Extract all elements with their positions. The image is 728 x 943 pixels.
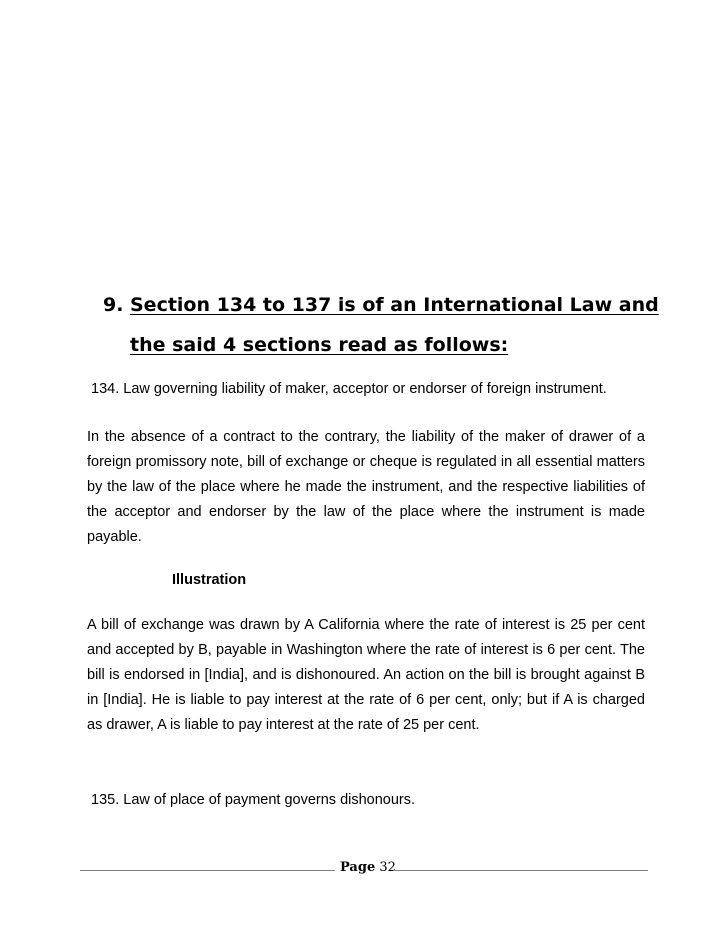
illustration-text: A bill of exchange was drawn by A California where the rate of interest is 25 per cent and accepted by B, payable in Washington where the rate of interest is 6 per cent. The bill is endorsed in [India], and is dishonoured. An action on the bill is brought against B in [India]. He is liable to pay interest at the rate of 6 per cent, only; but if A is charged as drawer, A is liable to pay interest at the rate of 25 per cent.: [87, 617, 645, 733]
heading-line-2: the said 4 sections read as follows:: [130, 334, 509, 356]
page-number-value: 32: [379, 860, 396, 875]
section-135-title: 135. Law of place of payment governs dishonours.: [91, 792, 416, 808]
page-number: [340, 860, 396, 875]
heading-number: 9.: [103, 294, 124, 316]
footer-rule-left: [80, 870, 335, 871]
page-label: Page: [340, 860, 376, 875]
heading-line-1: Section 134 to 137 is of an International Law and: [130, 294, 659, 316]
section-134-body: In the absence of a contract to the contrary, the liability of the maker of drawer of a foreign promissory note, bill of exchange or cheque is regulated in all essential matters by the law of the place where he made the instrument, and the respective liabilities of the acceptor and endorser by the law of the place where the instrument is made payable.: [87, 429, 645, 545]
illustration-label: Illustration: [172, 572, 247, 588]
section-134-title: 134. Law governing liability of maker, acceptor or endorser of foreign instrument.: [91, 381, 607, 397]
footer-rule-right: [393, 870, 648, 871]
